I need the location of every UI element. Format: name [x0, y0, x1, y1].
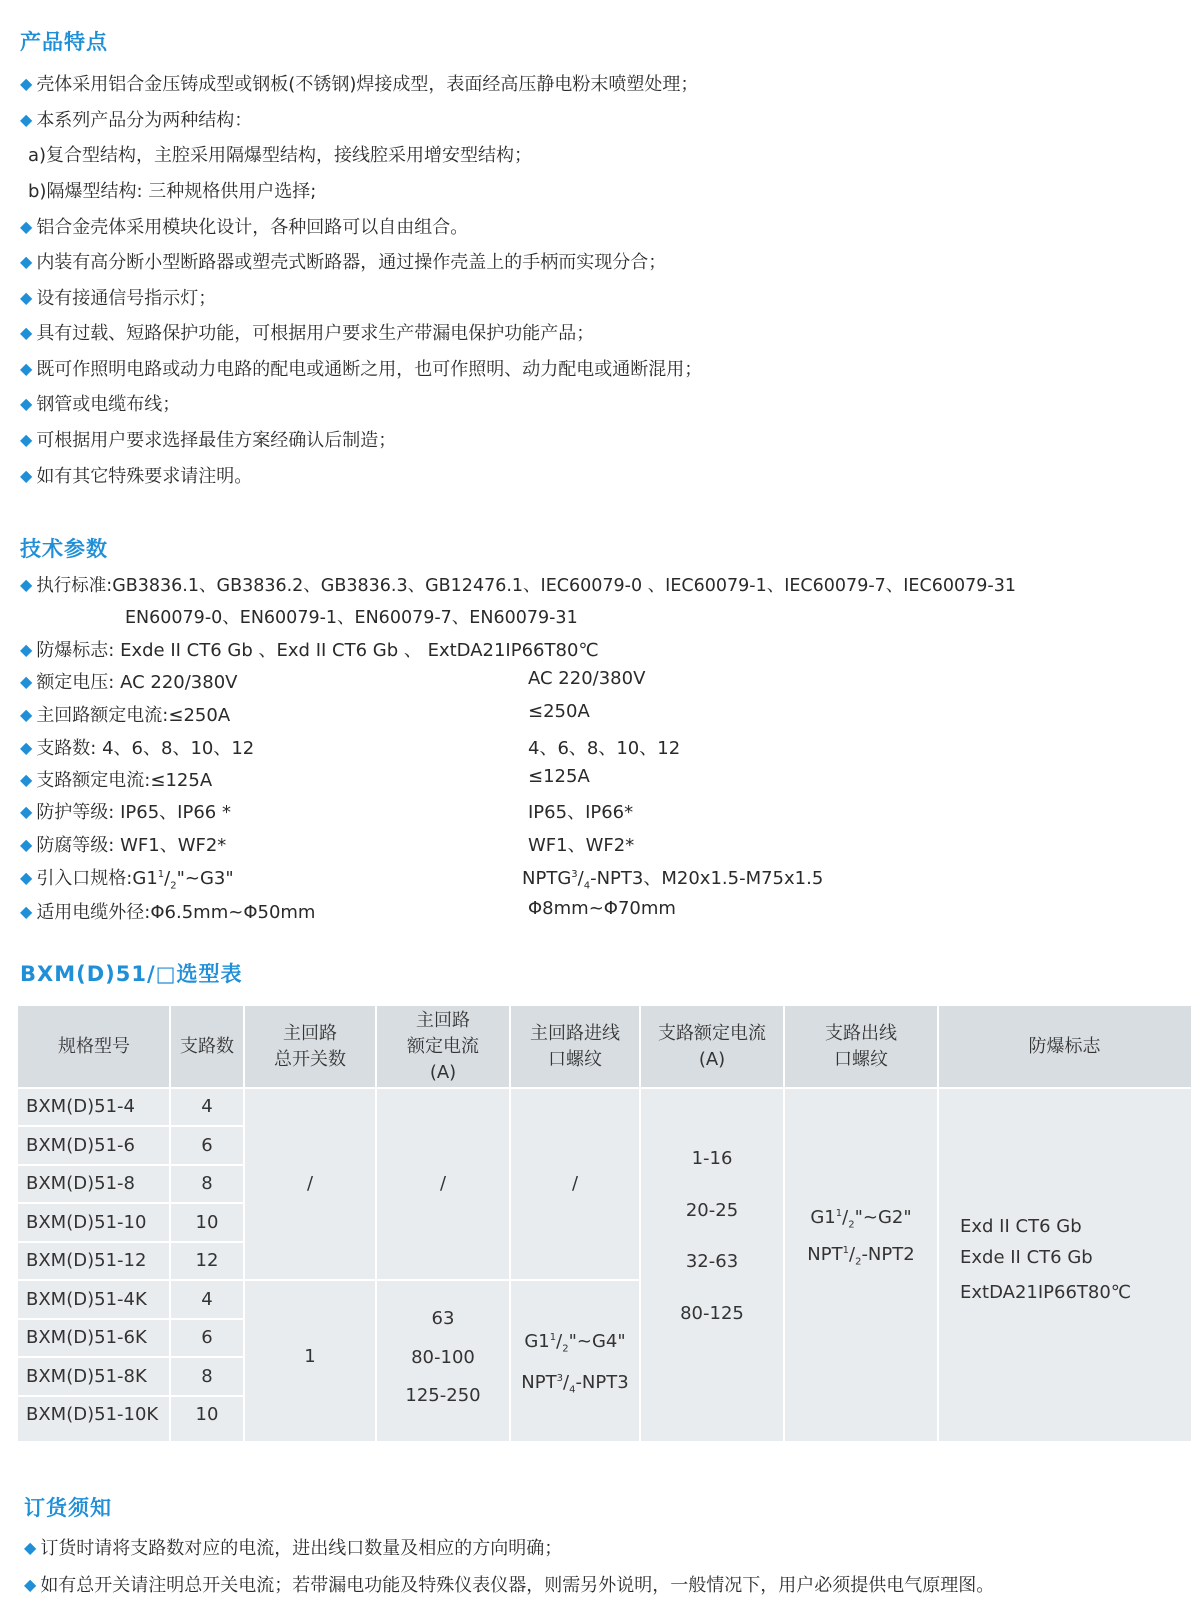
tech-title: 技术参数 — [20, 537, 108, 561]
table-row-branches: 6 — [201, 1327, 213, 1348]
selection-table — [18, 1006, 1191, 1441]
diamond-bullet-icon: ◆ — [20, 74, 33, 93]
header-branch-current: 支路额定电流 (A) — [640, 1006, 784, 1088]
marking-3: ExtDA21IP66T80℃ — [960, 1282, 1132, 1303]
feature-item: ◆ 既可作照明电路或动力电路的配电或通断之用，也可作照明、动力配电或通断混用； — [20, 359, 703, 380]
tech-row-right: WF1、WF2* — [528, 835, 635, 856]
diamond-bullet-icon: ◆ — [24, 1538, 37, 1557]
diamond-bullet-icon: ◆ — [20, 802, 33, 821]
tech-row-right: ≤250A — [528, 701, 590, 722]
table-row-model: BXM(D)51-10 — [26, 1212, 147, 1233]
group2-thread-npt: $NPT^3/_4-NPT3$ — [521, 1372, 629, 1396]
diamond-bullet-icon: ◆ — [20, 640, 33, 659]
tech-row-left: ◆ 防腐等级: WF1、WF2* — [20, 835, 227, 856]
order-title: 订货须知 — [24, 1496, 112, 1520]
feature-item: ◆ 设有接通信号指示灯； — [20, 288, 217, 309]
feature-subitem: b)隔爆型结构: 三种规格供用户选择; — [28, 181, 317, 202]
table-row-branches: 10 — [195, 1404, 219, 1425]
diamond-bullet-icon: ◆ — [20, 868, 33, 887]
tech-row-right: 4、6、8、10、12 — [528, 738, 681, 759]
table-row-model: BXM(D)51-6K — [26, 1327, 147, 1348]
diamond-bullet-icon: ◆ — [20, 902, 33, 921]
table-row-model: BXM(D)51-8K — [26, 1366, 147, 1387]
header-branch-thread: 支路出线 口螺纹 — [784, 1006, 938, 1088]
branch-current-4: 80-125 — [680, 1303, 744, 1324]
table-row-branches: 12 — [195, 1250, 219, 1271]
header-branches: 支路数 — [170, 1006, 244, 1088]
group2-switch: 1 — [304, 1346, 316, 1367]
feature-item: ◆ 本系列产品分为两种结构： — [20, 110, 253, 131]
feature-item: ◆ 钢管或电缆布线； — [20, 394, 181, 415]
branch-current-3: 32-63 — [685, 1251, 739, 1272]
diamond-bullet-icon: ◆ — [20, 705, 33, 724]
group2-current-1: 63 — [431, 1308, 455, 1329]
diamond-bullet-icon: ◆ — [20, 323, 33, 342]
tech-standards: ◆ 执行标准:GB3836.1、GB3836.2、GB3836.3、GB12476.1、IEC60079-0 、IEC60079-1、IEC60079-7、IEC60079-31 — [20, 575, 1016, 596]
header-main-thread: 主回路进线 口螺纹 — [510, 1006, 640, 1088]
feature-item: ◆ 铝合金壳体采用模块化设计，各种回路可以自由组合。 — [20, 217, 469, 238]
tech-row-left: ◆ 额定电压: AC 220/380V — [20, 672, 238, 693]
tech-row-left: ◆ 支路数: 4、6、8、10、12 — [20, 738, 255, 759]
group2-current-2: 80-100 — [411, 1347, 475, 1368]
header-main-current: 主回路 额定电流 (A) — [376, 1006, 510, 1088]
diamond-bullet-icon: ◆ — [20, 466, 33, 485]
tech-row-right: AC 220/380V — [528, 668, 646, 689]
table-row-model: BXM(D)51-12 — [26, 1250, 147, 1271]
diamond-bullet-icon: ◆ — [20, 835, 33, 854]
tech-row-left: ◆ 防护等级: IP65、IP66 * — [20, 802, 231, 823]
table-row-branches: 6 — [201, 1135, 213, 1156]
branch-current-2: 20-25 — [685, 1200, 739, 1221]
table-row-model: BXM(D)51-10K — [26, 1404, 159, 1425]
diamond-bullet-icon: ◆ — [24, 1575, 37, 1594]
tech-cable-left: ◆ 适用电缆外径:Φ6.5mm~Φ50mm — [20, 902, 316, 923]
diamond-bullet-icon: ◆ — [20, 738, 33, 757]
group2-thread-g: $G1^1/_2"\sim G4$" — [524, 1331, 626, 1355]
table-row-model: BXM(D)51-4K — [26, 1289, 147, 1310]
marking-1: Exd II CT6 Gb — [960, 1216, 1082, 1237]
table-row-branches: 4 — [201, 1289, 213, 1310]
branch-current-1: 1-16 — [691, 1148, 733, 1169]
tech-entry-right: $NPTG^3/_4-NPT3$、M20x1.5-M75x1.5 — [522, 868, 824, 892]
group1-current: / — [439, 1173, 447, 1194]
group1-thread: / — [571, 1173, 579, 1194]
feature-subitem: a)复合型结构，主腔采用隔爆型结构，接线腔采用增安型结构； — [28, 145, 533, 166]
diamond-bullet-icon: ◆ — [20, 672, 33, 691]
branch-thread-npt: $NPT^1/_2-NPT2$ — [807, 1244, 915, 1268]
tech-marking: ◆ 防爆标志: Exde II CT6 Gb 、Exd II CT6 Gb 、 ExtDA21IP66T80℃ — [20, 640, 599, 661]
diamond-bullet-icon: ◆ — [20, 252, 33, 271]
feature-item: ◆ 具有过载、短路保护功能，可根据用户要求生产带漏电保护功能产品； — [20, 323, 595, 344]
marking-2: Exde II CT6 Gb — [960, 1247, 1093, 1268]
header-main-switch: 主回路 总开关数 — [244, 1006, 376, 1088]
selection-title: BXM(D)51/□选型表 — [20, 962, 243, 986]
feature-item: ◆ 如有其它特殊要求请注明。 — [20, 466, 253, 487]
tech-row-left: ◆ 主回路额定电流:≤250A — [20, 705, 231, 726]
diamond-bullet-icon: ◆ — [20, 288, 33, 307]
table-row-model: BXM(D)51-8 — [26, 1173, 135, 1194]
tech-standards-cont: EN60079-0、EN60079-1、EN60079-7、EN60079-31 — [125, 608, 578, 628]
table-row-branches: 8 — [201, 1366, 213, 1387]
diamond-bullet-icon: ◆ — [20, 110, 33, 129]
tech-entry-left: ◆ 引入口规格$:G1^1/_2"\sim G3$" — [20, 868, 234, 892]
group1-switch: / — [306, 1173, 314, 1194]
table-row-branches: 10 — [195, 1212, 219, 1233]
table-row-model: BXM(D)51-6 — [26, 1135, 135, 1156]
features-title: 产品特点 — [20, 30, 108, 54]
diamond-bullet-icon: ◆ — [20, 394, 33, 413]
diamond-bullet-icon: ◆ — [20, 359, 33, 378]
diamond-bullet-icon: ◆ — [20, 770, 33, 789]
table-row-branches: 4 — [201, 1096, 213, 1117]
tech-cable-right: Φ8mm~Φ70mm — [528, 898, 676, 919]
table-row-model: BXM(D)51-4 — [26, 1096, 135, 1117]
header-model: 规格型号 — [18, 1006, 170, 1088]
feature-item: ◆ 可根据用户要求选择最佳方案经确认后制造； — [20, 430, 397, 451]
group2-current-3: 125-250 — [405, 1385, 481, 1406]
tech-row-right: ≤125A — [528, 766, 590, 787]
branch-thread-g: $G1^1/_2"\sim G2$" — [810, 1207, 912, 1231]
order-item: ◆ 订货时请将支路数对应的电流，进出线口数量及相应的方向明确； — [24, 1538, 563, 1559]
feature-item: ◆ 内装有高分断小型断路器或塑壳式断路器，通过操作壳盖上的手柄而实现分合； — [20, 252, 667, 273]
diamond-bullet-icon: ◆ — [20, 430, 33, 449]
diamond-bullet-icon: ◆ — [20, 575, 33, 594]
header-marking: 防爆标志 — [938, 1006, 1191, 1088]
order-item: ◆ 如有总开关请注明总开关电流；若带漏电功能及特殊仪表仪器，则需另外说明，一般情况下，用户必须提供电气原理图。 — [24, 1575, 995, 1596]
feature-item: ◆ 壳体采用铝合金压铸成型或钢板(不锈钢)焊接成型，表面经高压静电粉末喷塑处理； — [20, 74, 699, 95]
tech-row-right: IP65、IP66* — [528, 802, 634, 823]
diamond-bullet-icon: ◆ — [20, 217, 33, 236]
table-row-branches: 8 — [201, 1173, 213, 1194]
tech-row-left: ◆ 支路额定电流:≤125A — [20, 770, 213, 791]
